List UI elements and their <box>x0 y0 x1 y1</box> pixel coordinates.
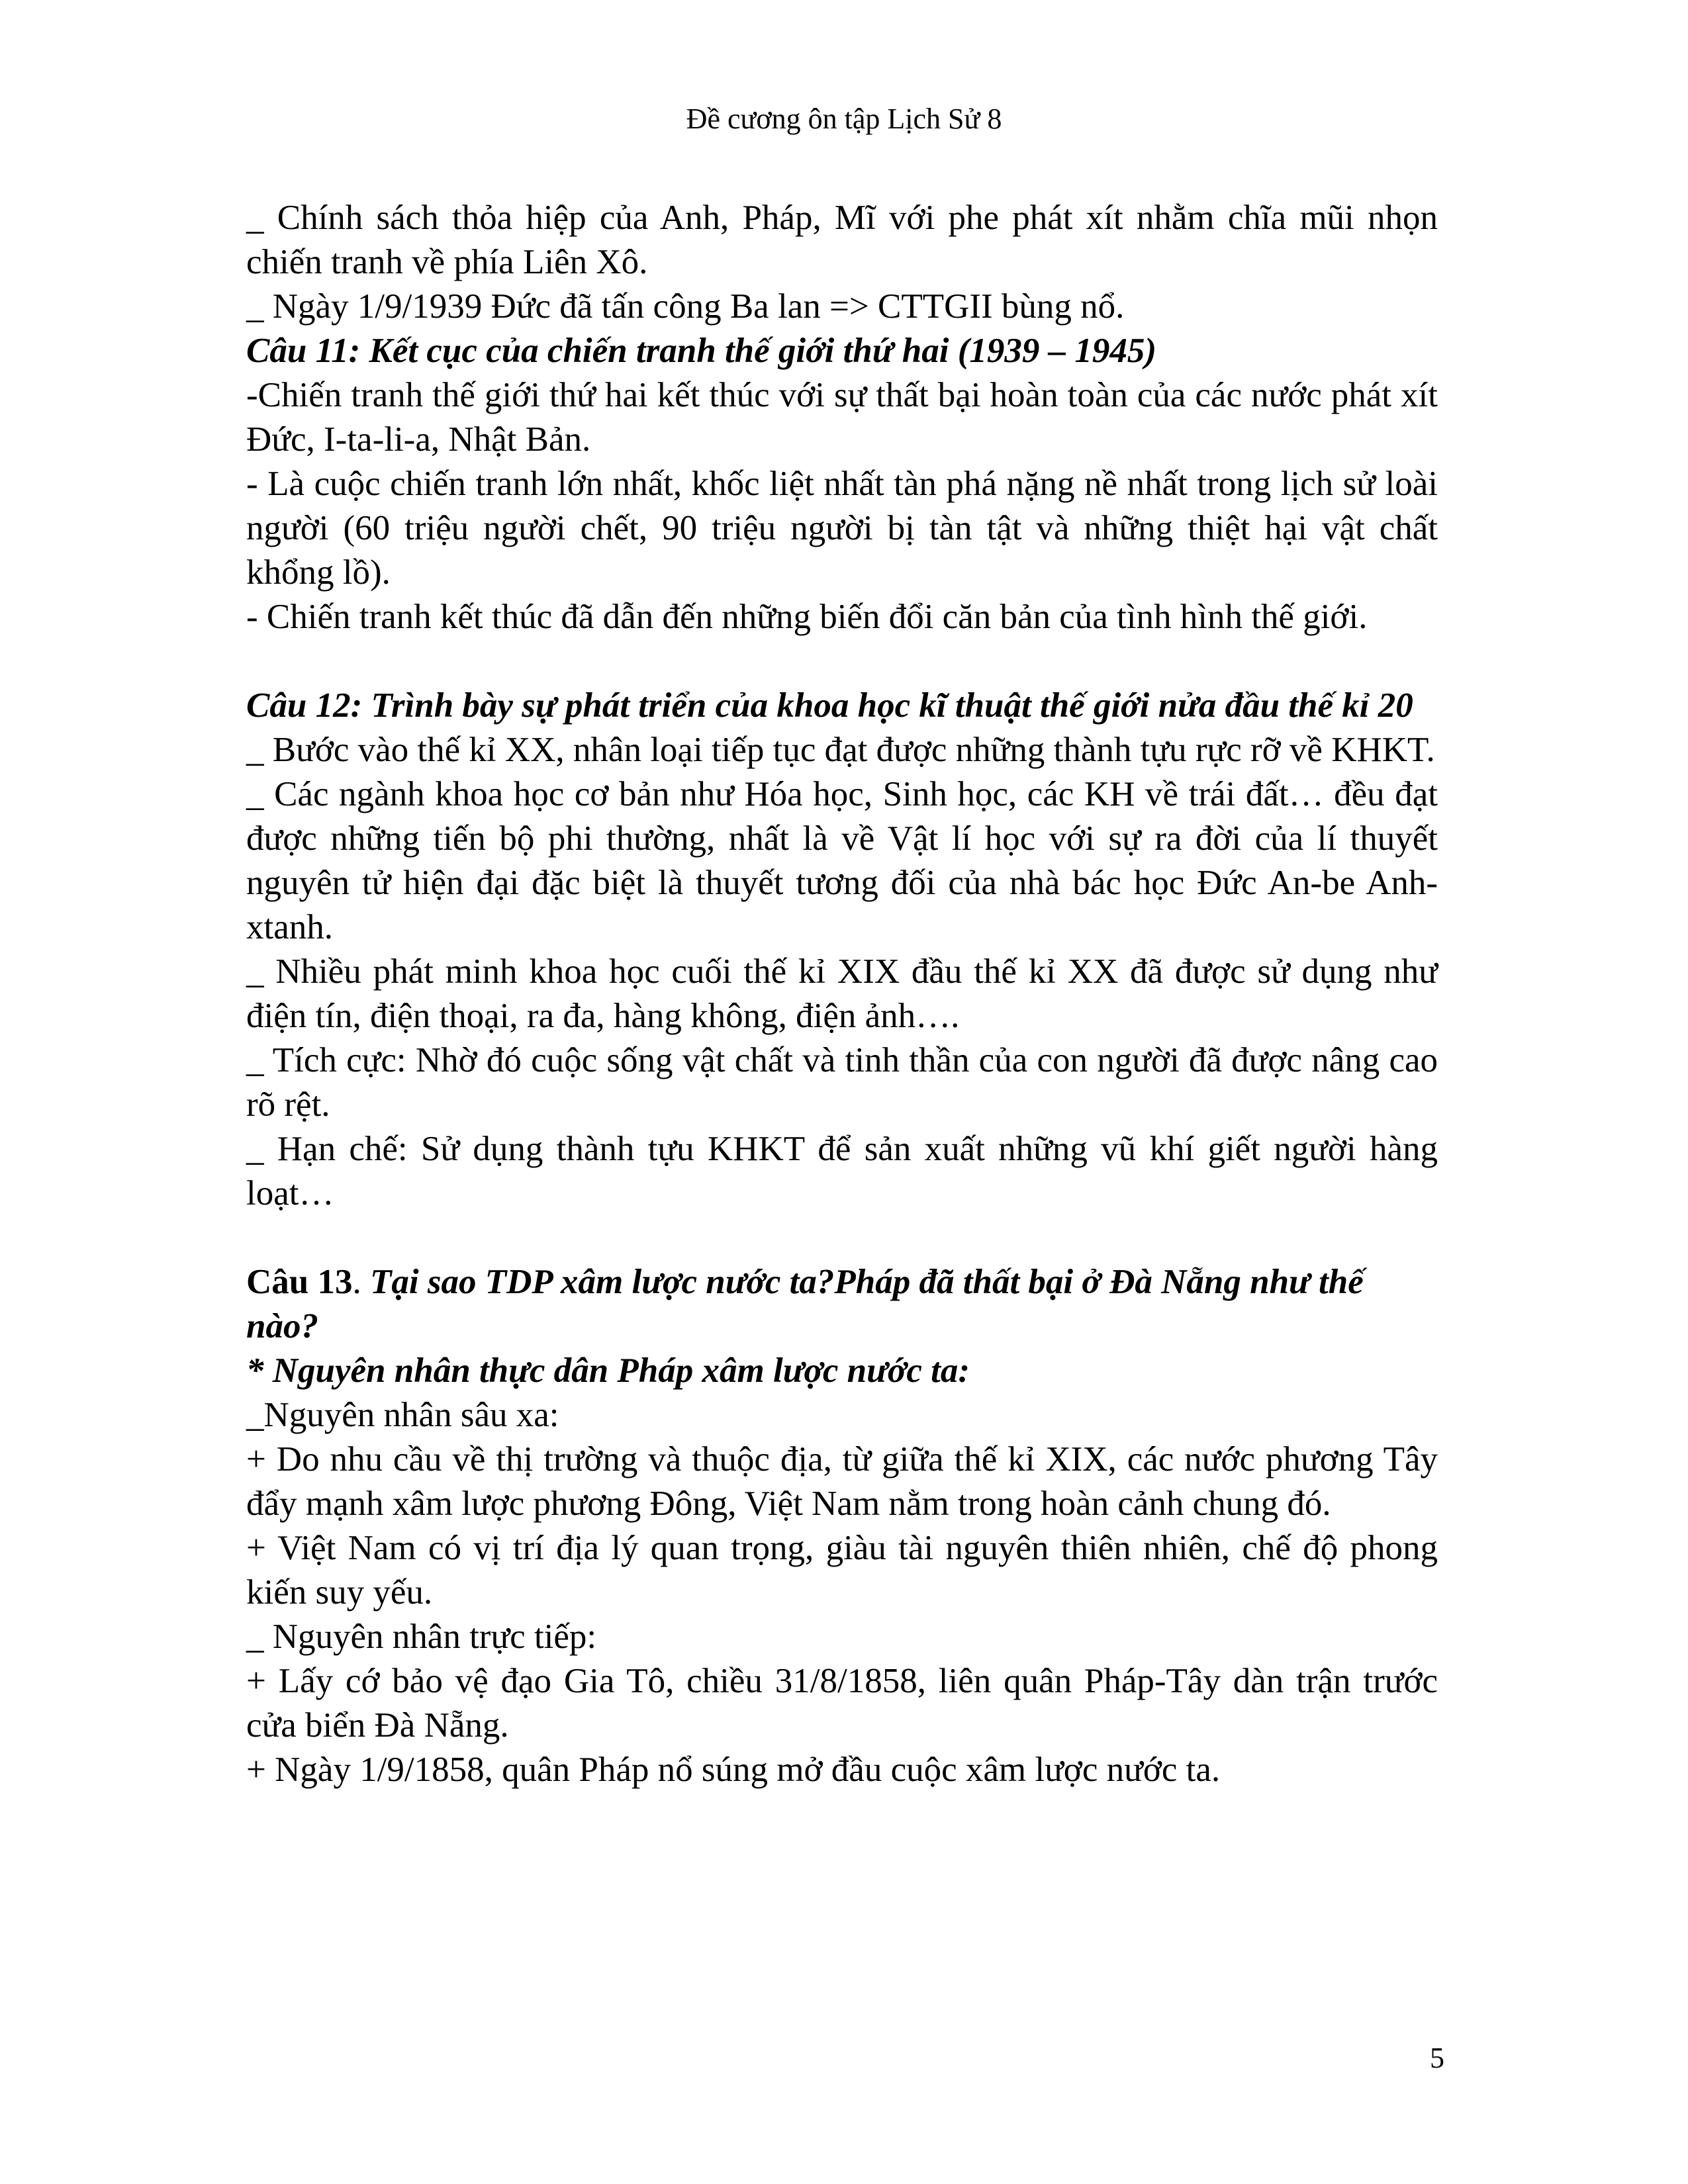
paragraph: + Ngày 1/9/1858, quân Pháp nổ súng mở đầu cuộc xâm lược nước ta. <box>246 1751 1221 1789</box>
page-number: 5 <box>1430 2042 1444 2074</box>
paragraph: _ Các ngành khoa học cơ bản như Hóa học, Sinh học, các KH về trái đất… đều đạt được những tiến bộ phi thường, nhất là về Vật lí học với sự ra đời của lí thuyết nguyên tử hiện đại đặc biệt là thuyết tương đối của nhà bác học Đức An-be Anh-xtanh. <box>246 775 1438 946</box>
question-13-label: Câu 13 <box>246 1263 353 1301</box>
paragraph: _ Tích cực: Nhờ đó cuộc sống vật chất và tinh thần của con người đã được nâng cao rõ rệt. <box>246 1041 1438 1124</box>
question-13-title: Tại sao TDP xâm lược nước ta?Pháp đã thất bại ở Đà Nẵng như thế nào? <box>246 1263 1364 1345</box>
paragraph: + Do nhu cầu về thị trường và thuộc địa, từ giữa thế kỉ XIX, các nước phương Tây đẩy mạnh xâm lược phương Đông, Việt Nam nằm trong hoàn cảnh chung đó. <box>246 1440 1438 1523</box>
paragraph: + Việt Nam có vị trí địa lý quan trọng, giàu tài nguyên thiên nhiên, chế độ phong kiến suy yếu. <box>246 1529 1438 1612</box>
paragraph: - Chiến tranh kết thúc đã dẫn đến những biến đổi căn bản của tình hình thế giới. <box>246 598 1368 636</box>
paragraph: _ Nhiều phát minh khoa học cuối thế kỉ XIX đầu thế kỉ XX đã được sử dụng như điện tín, điện thoại, ra đa, hàng không, điện ảnh…. <box>246 952 1438 1035</box>
document-body <box>246 196 1438 1792</box>
question-13-separator: . <box>352 1263 371 1301</box>
question-12-heading: Câu 12: Trình bày sự phát triển của khoa học kĩ thuật thế giới nửa đầu thế kỉ 20 <box>246 686 1413 725</box>
page-header: Đề cương ôn tập Lịch Sử 8 <box>686 103 1002 135</box>
paragraph: + Lấy cớ bảo vệ đạo Gia Tô, chiều 31/8/1858, liên quân Pháp-Tây dàn trận trước cửa biển Đà Nẵng. <box>246 1662 1438 1745</box>
paragraph: - Là cuộc chiến tranh lớn nhất, khốc liệt nhất tàn phá nặng nề nhất trong lịch sử loài người (60 triệu người chết, 90 triệu người bị tàn tật và những thiệt hại vật chất khổng lồ). <box>246 465 1438 592</box>
question-13-subheading: * Nguyên nhân thực dân Pháp xâm lược nước ta: <box>246 1351 970 1390</box>
spacer <box>246 639 1438 684</box>
paragraph: _ Bước vào thế kỉ XX, nhân loại tiếp tục đạt được những thành tựu rực rỡ về KHKT. <box>246 731 1435 769</box>
paragraph: _ Chính sách thỏa hiệp của Anh, Pháp, Mĩ với phe phát xít nhằm chĩa mũi nhọn chiến tranh về phía Liên Xô. <box>246 199 1438 281</box>
question-11-heading: Câu 11: Kết cục của chiến tranh thế giới thứ hai (1939 – 1945) <box>246 332 1157 370</box>
paragraph: _ Nguyên nhân trực tiếp: <box>246 1617 597 1656</box>
paragraph: _ Hạn chế: Sử dụng thành tựu KHKT để sản xuất những vũ khí giết người hàng loạt… <box>246 1130 1438 1212</box>
paragraph: _ Ngày 1/9/1939 Đức đã tấn công Ba lan => CTTGII bùng nổ. <box>246 287 1125 326</box>
paragraph: -Chiến tranh thế giới thứ hai kết thúc với sự thất bại hoàn toàn của các nước phát xít Đức, I-ta-li-a, Nhật Bản. <box>246 376 1438 459</box>
question-13-heading <box>246 1260 1438 1349</box>
spacer <box>246 1216 1438 1260</box>
paragraph: _Nguyên nhân sâu xa: <box>246 1396 559 1434</box>
